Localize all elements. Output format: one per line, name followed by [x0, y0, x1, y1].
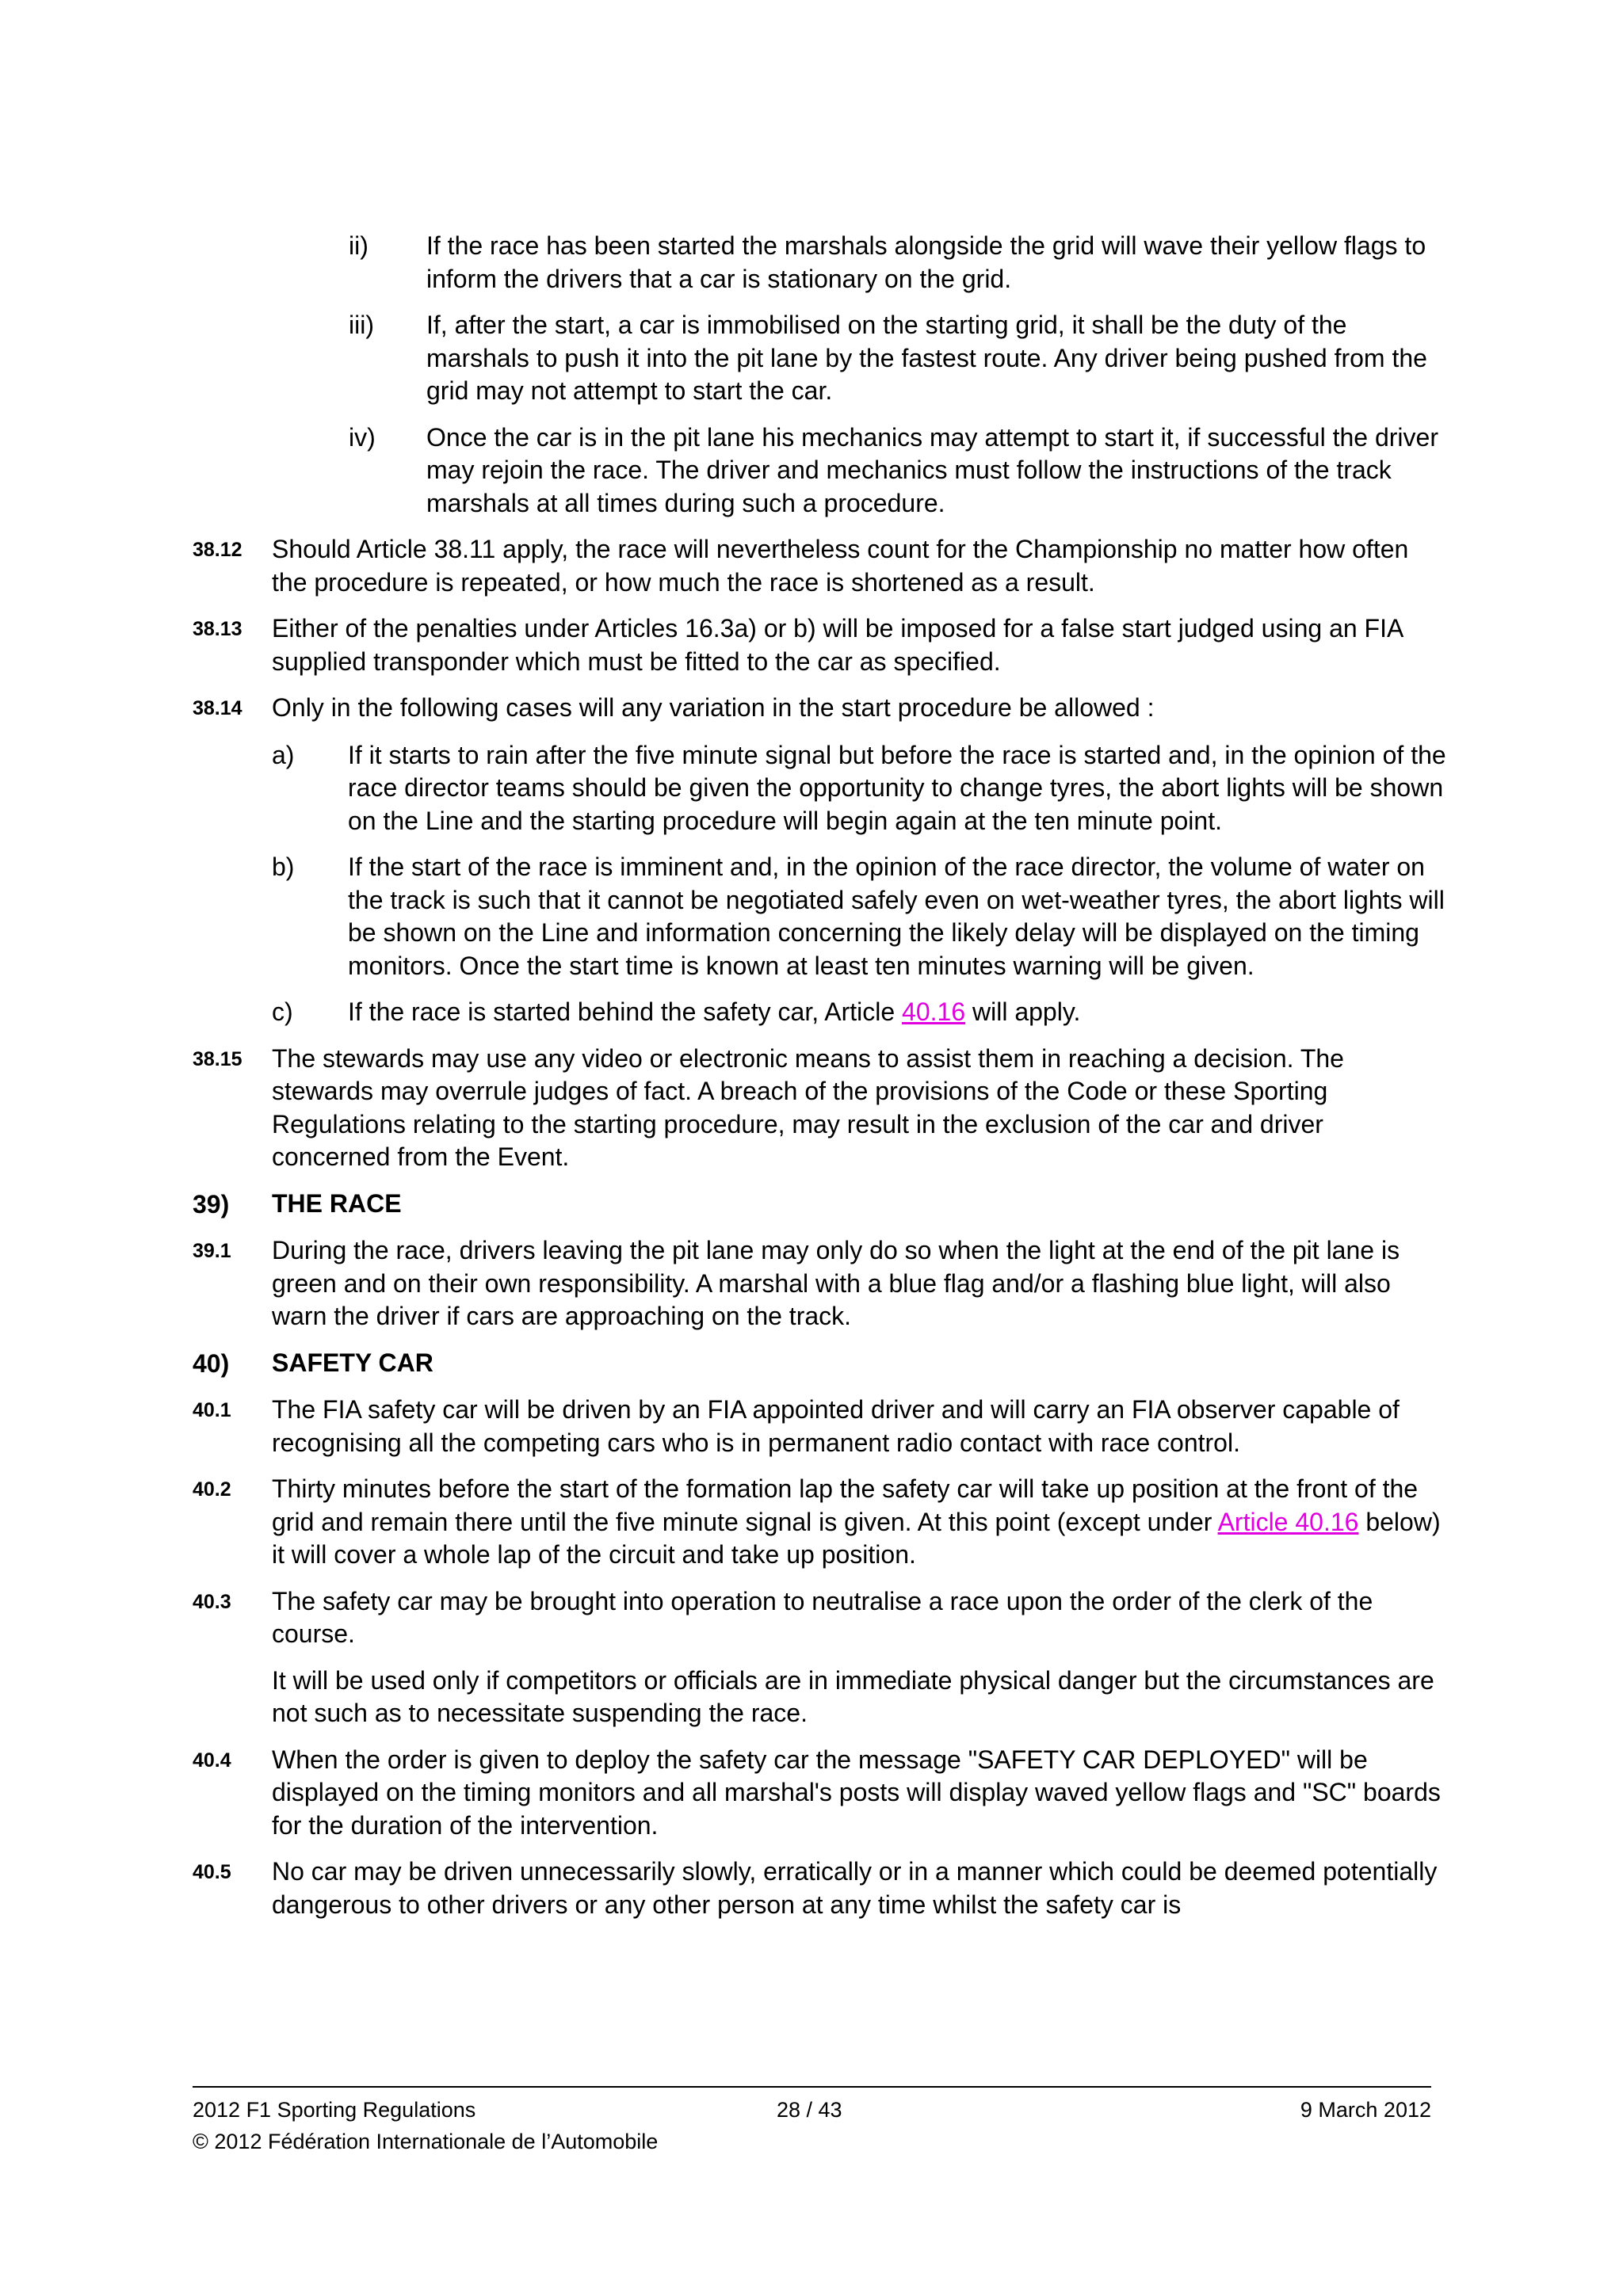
text-run: Either of the penalties under Articles 16.3a) or b) will be imposed for a false start judged using an FIA supplied transponder which must be fitted to the car as specified. [272, 614, 1403, 676]
section-heading [193, 1347, 1449, 1381]
text-run: If the start of the race is imminent and, in the opinion of the race director, the volume of water on the track is such that it cannot be negotiated safely even on wet-weather tyres, the abort lights will be shown on the Line and information concerning the likely delay will be displayed on the timing monitors. Once the start time is known at least ten minutes warning will be given. [348, 852, 1445, 980]
sub-clause-label: c) [272, 997, 293, 1026]
sub-clause [193, 421, 1449, 521]
article-number: 40.3 [193, 1590, 231, 1613]
article-number: 40.1 [193, 1399, 231, 1421]
footer-page-number: 28 / 43 [777, 2098, 842, 2122]
text-run: Thirty minutes before the start of the formation lap the safety car will take up position at the front of the grid and remain there until the five minute signal is given. At this point (except under [272, 1474, 1419, 1536]
article-number: 40.5 [193, 1861, 231, 1883]
article-paragraph [193, 692, 1449, 726]
text-run: below) it will cover a whole lap of the circuit and take up position. [272, 1507, 1441, 1569]
article-paragraph [193, 1585, 1449, 1651]
article-text [272, 1855, 1449, 1921]
text-run: When the order is given to deploy the safety car the message "SAFETY CAR DEPLOYED" will be displayed on the timing monitors and all marshal's posts will display waved yellow flags and "SC" boards for the duration of the intervention. [272, 1745, 1441, 1840]
sub-clause-text [426, 309, 1449, 408]
text-run: If the race is started behind the safety car, Article [348, 997, 903, 1026]
article-number: 38.15 [193, 1047, 242, 1070]
article-paragraph [193, 533, 1449, 599]
text-run: The safety car may be brought into operation to neutralise a race upon the order of the clerk of the course. [272, 1586, 1373, 1648]
text-run: The stewards may use any video or electronic means to assist them in reaching a decision. The stewards may overrule judges of fact. A breach of the provisions of the Code or these Sporting Regulations relating to the starting procedure, may result in the exclusion of the car and driver concerned from the Event. [272, 1043, 1344, 1171]
sub-clause [193, 230, 1449, 296]
text-run: If the race has been started the marshals alongside the grid will wave their yellow flags to inform the drivers that a car is stationary on the grid. [426, 231, 1426, 293]
article-number: 40.4 [193, 1749, 231, 1772]
sub-clause [193, 739, 1449, 838]
sub-clause-text [426, 230, 1449, 296]
sub-clause-text [348, 739, 1449, 838]
regulation-body [193, 230, 1449, 1935]
article-paragraph [193, 1473, 1449, 1572]
sub-clause-label: iv) [349, 422, 376, 452]
section-title [272, 1347, 1449, 1381]
text-run: THE RACE [272, 1188, 402, 1218]
article-paragraph [193, 1744, 1449, 1843]
footer-document-title: 2012 F1 Sporting Regulations [193, 2098, 476, 2122]
continuation-paragraph [193, 1665, 1449, 1730]
article-number: 39.1 [193, 1240, 231, 1262]
article-text [272, 692, 1449, 726]
sub-clause-text [426, 421, 1449, 521]
sub-clause-label: ii) [349, 231, 369, 260]
text-run: During the race, drivers leaving the pit lane may only do so when the light at the end of the pit lane is green and on their own responsibility. A marshal with a blue flag and/or a flashing blue light, will also warn the driver if cars are approaching on the track. [272, 1236, 1400, 1330]
text-run: Should Article 38.11 apply, the race will nevertheless count for the Championship no matter how often the procedure is repeated, or how much the race is shortened as a result. [272, 535, 1409, 597]
section-number: 39) [193, 1189, 230, 1219]
article-text [272, 533, 1449, 599]
article-reference-link[interactable]: Article 40.16 [1217, 1507, 1359, 1536]
sub-clause [193, 309, 1449, 408]
text-run: If, after the start, a car is immobilised on the starting grid, it shall be the duty of the marshals to push it into the pit lane by the fastest route. Any driver being pushed from the grid may not attempt to start the car. [426, 311, 1427, 405]
article-text [272, 1394, 1449, 1459]
text-run: The FIA safety car will be driven by an FIA appointed driver and will carry an FIA observer capable of recognising all the competing cars who is in permanent radio contact with race control. [272, 1395, 1400, 1457]
article-number: 38.14 [193, 697, 242, 719]
text-run: will apply. [965, 997, 1081, 1026]
text-run: If it starts to rain after the five minute signal but before the race is started and, in the opinion of the race director teams should be given the opportunity to change tyres, the abort lights will be shown on the Line and the starting procedure will begin again at the ten minute point. [348, 740, 1446, 835]
article-number: 38.13 [193, 618, 242, 640]
text-run: Once the car is in the pit lane his mechanics may attempt to start it, if successful the driver may rejoin the race. The driver and mechanics must follow the instructions of the track marshals at all times during such a procedure. [426, 422, 1438, 517]
article-number: 38.12 [193, 539, 242, 561]
footer-copyright: © 2012 Fédération Internationale de l’Automobile [193, 2130, 659, 2153]
article-paragraph [193, 1234, 1449, 1333]
text-run: SAFETY CAR [272, 1348, 433, 1377]
sub-clause-label: a) [272, 740, 295, 769]
sub-clause-text [348, 996, 1449, 1029]
section-title [272, 1188, 1449, 1222]
sub-clause-label: b) [272, 852, 295, 881]
article-text [272, 612, 1449, 678]
page-footer [193, 2086, 1431, 2157]
text-run: It will be used only if competitors or officials are in immediate physical danger but the circumstances are not such as to necessitate suspending the race. [272, 1665, 1434, 1727]
article-paragraph [193, 612, 1449, 678]
sub-clause-label: iii) [349, 311, 374, 339]
article-text [272, 1473, 1449, 1572]
article-text [272, 1744, 1449, 1843]
article-number: 40.2 [193, 1478, 231, 1501]
article-paragraph [193, 1855, 1449, 1921]
footer-date: 9 March 2012 [1300, 2098, 1431, 2122]
sub-clause-text [348, 851, 1449, 982]
article-paragraph [193, 1043, 1449, 1174]
sub-clause [193, 996, 1449, 1029]
section-heading [193, 1188, 1449, 1222]
article-text [272, 1234, 1449, 1333]
article-reference-link[interactable]: 40.16 [902, 997, 966, 1026]
section-number: 40) [193, 1348, 230, 1378]
text-run: Only in the following cases will any variation in the start procedure be allowed : [272, 693, 1155, 722]
sub-clause [193, 851, 1449, 982]
article-text [272, 1585, 1449, 1651]
text-run: No car may be driven unnecessarily slowly, erratically or in a manner which could be deemed potentially dangerous to other drivers or any other person at any time whilst the safety car is [272, 1857, 1438, 1919]
article-text [272, 1043, 1449, 1174]
article-paragraph [193, 1394, 1449, 1459]
paragraph-text [272, 1666, 1434, 1728]
